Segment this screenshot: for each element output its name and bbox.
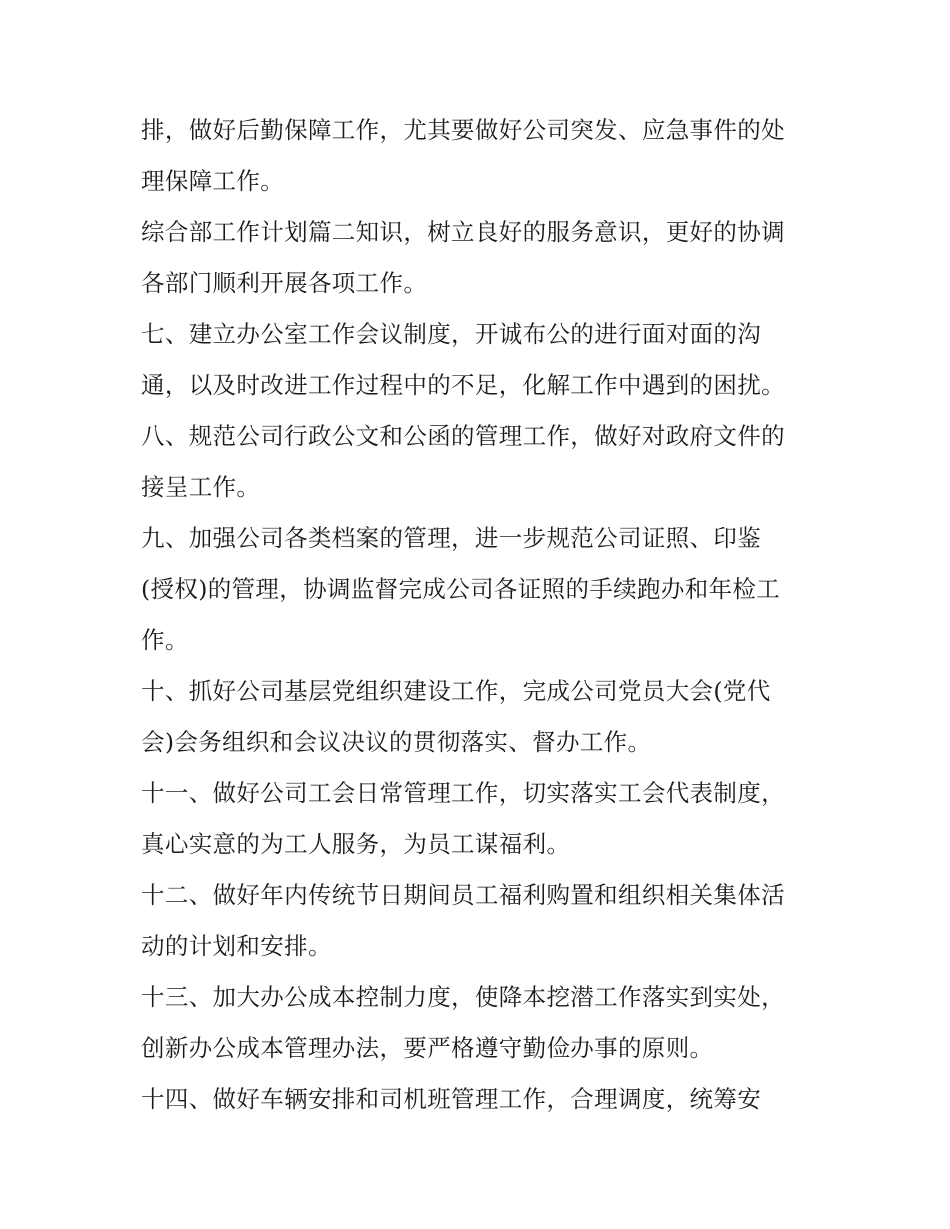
text-line: 会)会务组织和会议决议的贯彻落实、督办工作。 [141,728,652,756]
text-line: 十三、加大办公成本控制力度，使降本挖潜工作落实到实处， [141,983,785,1011]
text-line: 九、加强公司各类档案的管理，进一步规范公司证照、印鉴 [141,524,762,552]
text-line: 七、建立办公室工作会议制度，开诚布公的进行面对面的沟 [141,320,762,348]
text-line: 真心实意的为工人服务，为员工谋福利。 [141,830,571,858]
text-line: 十四、做好车辆安排和司机班管理工作，合理调度，统筹安 [141,1085,762,1113]
text-line: 十一、做好公司工会日常管理工作，切实落实工会代表制度， [141,779,785,807]
text-line: 接呈工作。 [141,473,261,501]
text-line: 通，以及时改进工作过程中的不足，化解工作中遇到的困扰。 [141,371,785,399]
text-line: 排，做好后勤保障工作，尤其要做好公司突发、应急事件的处 [141,116,785,144]
text-line: 理保障工作。 [141,167,285,195]
text-line: 十二、做好年内传统节日期间员工福利购置和组织相关集体活 [141,881,785,909]
text-line: (授权)的管理，协调监督完成公司各证照的手续跑办和年检工 [141,575,781,603]
text-line: 八、规范公司行政公文和公函的管理工作，做好对政府文件的 [141,422,785,450]
document-page [141,108,831,1128]
text-line: 创新办公成本管理办法，要严格遵守勤俭办事的原则。 [141,1034,714,1062]
text-line: 十、抓好公司基层党组织建设工作，完成公司党员大会(党代 [141,677,771,705]
text-line: 综合部工作计划篇二知识，树立良好的服务意识，更好的协调 [141,218,785,246]
text-line: 作。 [141,626,189,654]
text-line: 动的计划和安排。 [141,932,332,960]
text-line: 各部门顺利开展各项工作。 [141,269,428,297]
